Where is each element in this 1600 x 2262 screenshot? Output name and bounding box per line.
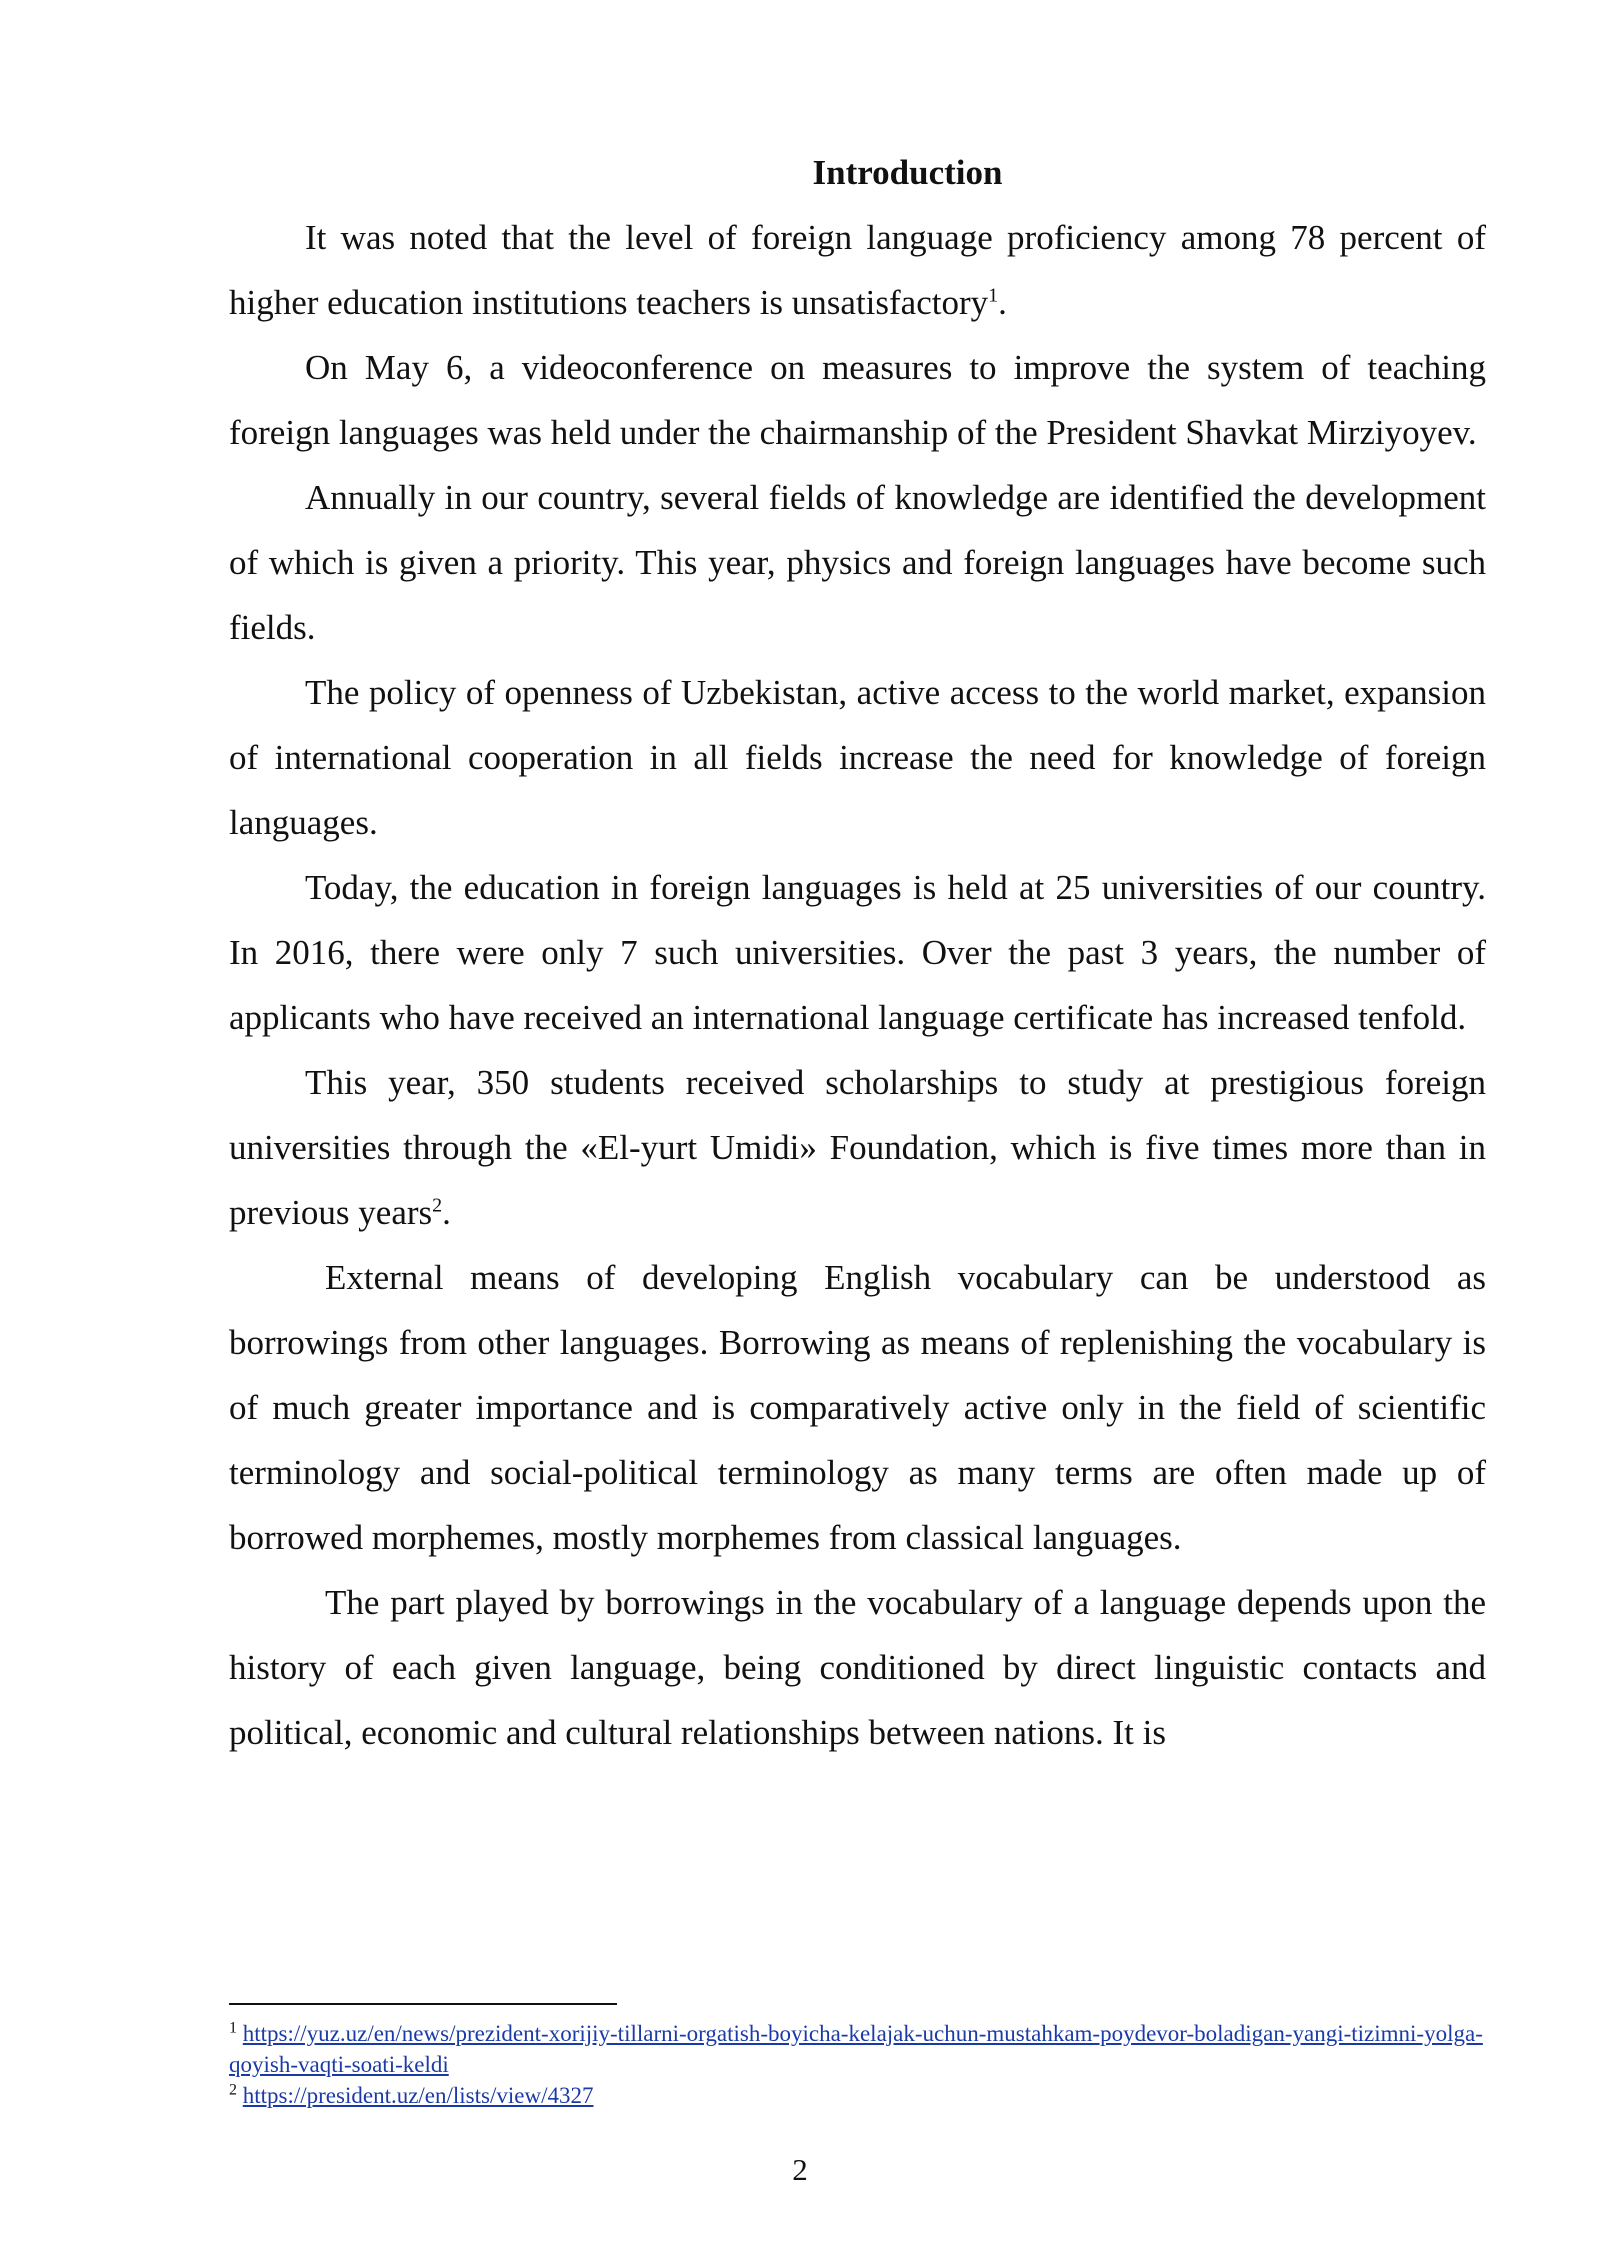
footnote-1-link[interactable]: https://yuz.uz/en/news/prezident-xorijiy-tillarni-orgatish-boyicha-kelajak-uchun-mustahkam-poydevor-boladigan-yangi-tizimni-yolga-qoyish-vaqti-soati-keldi	[229, 2021, 1483, 2077]
footnote-1	[229, 2018, 1486, 2080]
paragraph-4: The policy of openness of Uzbekistan, active access to the world market, expansion of international cooperation in all fields increase the need for knowledge of foreign languages.	[229, 673, 1486, 842]
paragraph-1	[229, 205, 1486, 335]
page-number: 2	[792, 2152, 808, 2187]
paragraph-6-tail: .	[442, 1193, 451, 1232]
footnote-2-number: 2	[229, 2081, 237, 2099]
paragraph-5: Today, the education in foreign languages is held at 25 universities of our country. In 2016, there were only 7 such universities. Over the past 3 years, the number of applicants who have received an international language certificate has increased tenfold.	[229, 868, 1486, 1037]
footnotes	[229, 2018, 1486, 2111]
paragraph-1-tail: .	[998, 283, 1007, 322]
paragraph-6-text: This year, 350 students received scholarships to study at prestigious foreign universities through the «El-yurt Umidi» Foundation, which is five times more than in previous years	[229, 1063, 1486, 1232]
paragraph-7: External means of developing English vocabulary can be understood as borrowings from other languages. Borrowing as means of replenishing the vocabulary is of much greater importance and is comparatively active only in the field of scientific terminology and social-political terminology as many terms are often made up of borrowed morphemes, mostly morphemes from classical languages.	[229, 1258, 1486, 1557]
footnote-2	[229, 2080, 1486, 2111]
footnote-1-number: 1	[229, 2019, 237, 2037]
footnote-ref-2[interactable]: 2	[432, 1194, 443, 1217]
paragraph-1-text: It was noted that the level of foreign language proficiency among 78 percent of higher education institutions teachers is unsatisfactory	[229, 218, 1486, 322]
section-heading: Introduction	[812, 153, 1003, 192]
paragraph-8: The part played by borrowings in the vocabulary of a language depends upon the history of each given language, being conditioned by direct linguistic contacts and political, economic and cultural relationships between nations. It is	[229, 1583, 1486, 1752]
footnote-2-link[interactable]: https://president.uz/en/lists/view/4327	[242, 2083, 594, 2108]
paragraph-2: On May 6, a videoconference on measures to improve the system of teaching foreign languages was held under the chairmanship of the President Shavkat Mirziyoyev.	[229, 348, 1486, 452]
footnote-separator	[229, 2003, 617, 2005]
body-text	[229, 140, 1486, 1765]
footnote-ref-1[interactable]: 1	[988, 284, 999, 307]
paragraph-3: Annually in our country, several fields of knowledge are identified the development of which is given a priority. This year, physics and foreign languages have become such fields.	[229, 478, 1486, 647]
paragraph-6	[229, 1050, 1486, 1245]
